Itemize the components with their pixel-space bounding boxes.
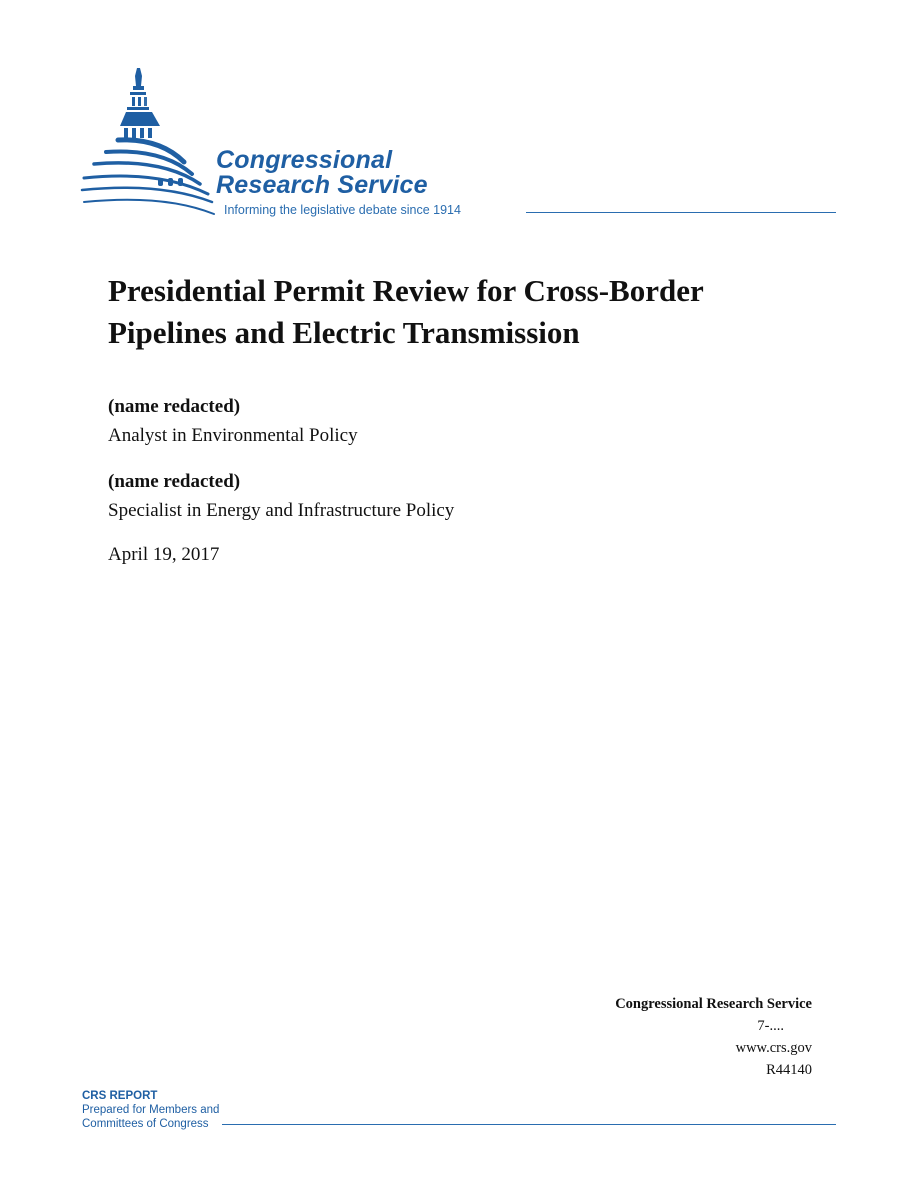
author-block — [108, 395, 358, 448]
footer-line1: Prepared for Members and — [82, 1104, 220, 1116]
crs-name: Congressional Research Service — [615, 996, 812, 1012]
author-role: Specialist in Energy and Infrastructure Policy — [108, 500, 455, 521]
footer-crs-report — [82, 1089, 219, 1131]
author-block — [108, 470, 454, 523]
footer-label: CRS REPORT — [82, 1090, 158, 1102]
report-title: Presidential Permit Review for Cross-Border Pipelines and Electric Transmission — [108, 273, 704, 350]
author-name: (name redacted) — [108, 471, 241, 492]
capitol-dome-icon — [80, 66, 220, 218]
report-number: R44140 — [766, 1062, 812, 1078]
report-date: April 19, 2017 — [108, 544, 220, 565]
crs-phone: 7-.... — [757, 1018, 784, 1034]
crs-contact-block — [615, 993, 812, 1081]
logo-divider — [526, 212, 836, 213]
logo-tagline: Informing the legislative debate since 1914 — [224, 203, 461, 217]
crs-website-link[interactable]: www.crs.gov — [735, 1040, 812, 1056]
footer-divider — [222, 1124, 836, 1125]
author-name: (name redacted) — [108, 396, 241, 417]
author-role: Analyst in Environmental Policy — [108, 425, 358, 446]
crs-logo — [80, 66, 840, 218]
logo-name-line1: Congressional — [216, 146, 393, 174]
footer-line2: Committees of Congress — [82, 1118, 209, 1130]
logo-name-line2: Research Service — [216, 171, 428, 199]
